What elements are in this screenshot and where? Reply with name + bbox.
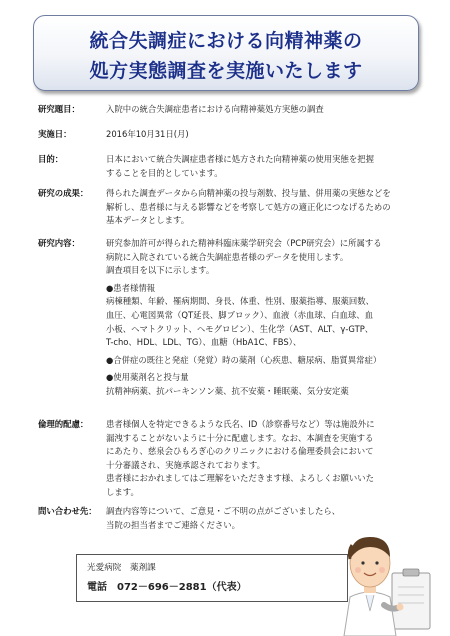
title-line-2: 処方実態調査を実施いたします [89, 60, 363, 82]
title-banner [33, 15, 419, 91]
drugs-line: 抗精神病薬、抗パーキンソン薬、抗不安薬・睡眠薬、気分安定薬 [106, 385, 349, 396]
ethics-line: 患者様個人を特定できるような氏名、ID（診察番号など）等は施設外に [106, 419, 375, 429]
content-line: 研究参加許可が得られた精神科臨床薬学研究会（PCP研究会）に所属する [106, 238, 382, 248]
content-line: 調査項目を以下に示します。 [106, 265, 215, 276]
results-line: 解析し、患者様に与える影響などを考察して処方の適正化につなげるための [106, 201, 391, 212]
ethics-line: 漏洩することがないように十分に配慮します。なお、本調査を実施する [106, 432, 374, 443]
content-label: 研究内容： [38, 238, 80, 248]
contact-phone: 電話 072－696－2881（代表） [87, 582, 247, 593]
patient-info-line: 小板、ヘマトクリット、ヘモグロビン）、生化学（AST、ALT、γ-GTP、 [106, 323, 374, 334]
bullet-drugs: ●使用薬剤名と投与量 [106, 372, 189, 383]
ethics-line: にあたり、慈泉会ひもろぎ心のクリニックにおける倫理委員会において [106, 446, 374, 457]
inquiry-label: 問い合わせ先： [38, 506, 97, 516]
ethics-label: 倫理的配慮： [38, 419, 89, 429]
results-text [106, 187, 426, 228]
content-line: 病院に入院されている統合失調症患者様のデータを使用します。 [106, 251, 349, 262]
bullet-complications: ●合併症の既往と発症（発覚）時の薬剤（心疾患、糖尿病、脂質異常症） [106, 354, 382, 365]
results-label: 研究の成果： [38, 188, 89, 198]
ethics-line: 十分審議され、実施承認されております。 [106, 459, 265, 470]
ethics-line: します。 [106, 486, 139, 497]
ethics-line: 患者様におかれましてはご理解をいただきます様、よろしくお願いいた [106, 473, 374, 484]
date-label: 実施日： [38, 129, 72, 139]
study-title-text: 入院中の統合失調症患者における向精神薬処方実態の調査 [106, 104, 324, 114]
results-line: 基本データとします。 [106, 215, 190, 226]
results-line: 得られた調査データから向精神薬の投与剤数、投与量、併用薬の実態などを [106, 188, 391, 198]
inquiry-line: 当院の担当者までご連絡ください。 [106, 519, 240, 530]
contact-box [76, 554, 348, 602]
patient-info-line: T-cho、HDL、LDL、TG）、血糖（HbA1C、FBS）、 [106, 337, 302, 348]
purpose-line: することを目的としています。 [106, 167, 223, 178]
title-line-1: 統合失調症における向精神薬の [89, 30, 363, 52]
study-title-label: 研究題目： [38, 104, 80, 114]
patient-info-line: 血圧、心電図異常（QT延長、脚ブロック）、血液（赤血球、白血球、血 [106, 309, 373, 320]
date-text: 2016年10月31日(月) [106, 129, 189, 139]
patient-info-line: 病棟種類、年齢、罹病期間、身長、体重、性別、服薬指導、服薬回数、 [106, 296, 374, 307]
pharmacist-illustration [330, 525, 440, 636]
ethics-text [106, 418, 426, 500]
content-text [106, 237, 426, 399]
contact-org: 光愛病院 薬剤課 [87, 563, 156, 573]
inquiry-line: 調査内容等について、ご意見・ご不明の点がございましたら、 [106, 506, 341, 516]
purpose-label: 目的： [38, 154, 64, 164]
purpose-line: 日本において統合失調症患者様に処方された向精神薬の使用実態を把握 [106, 154, 374, 164]
purpose-text [106, 153, 426, 180]
bullet-patient-info: ●患者様情報 [106, 282, 156, 293]
